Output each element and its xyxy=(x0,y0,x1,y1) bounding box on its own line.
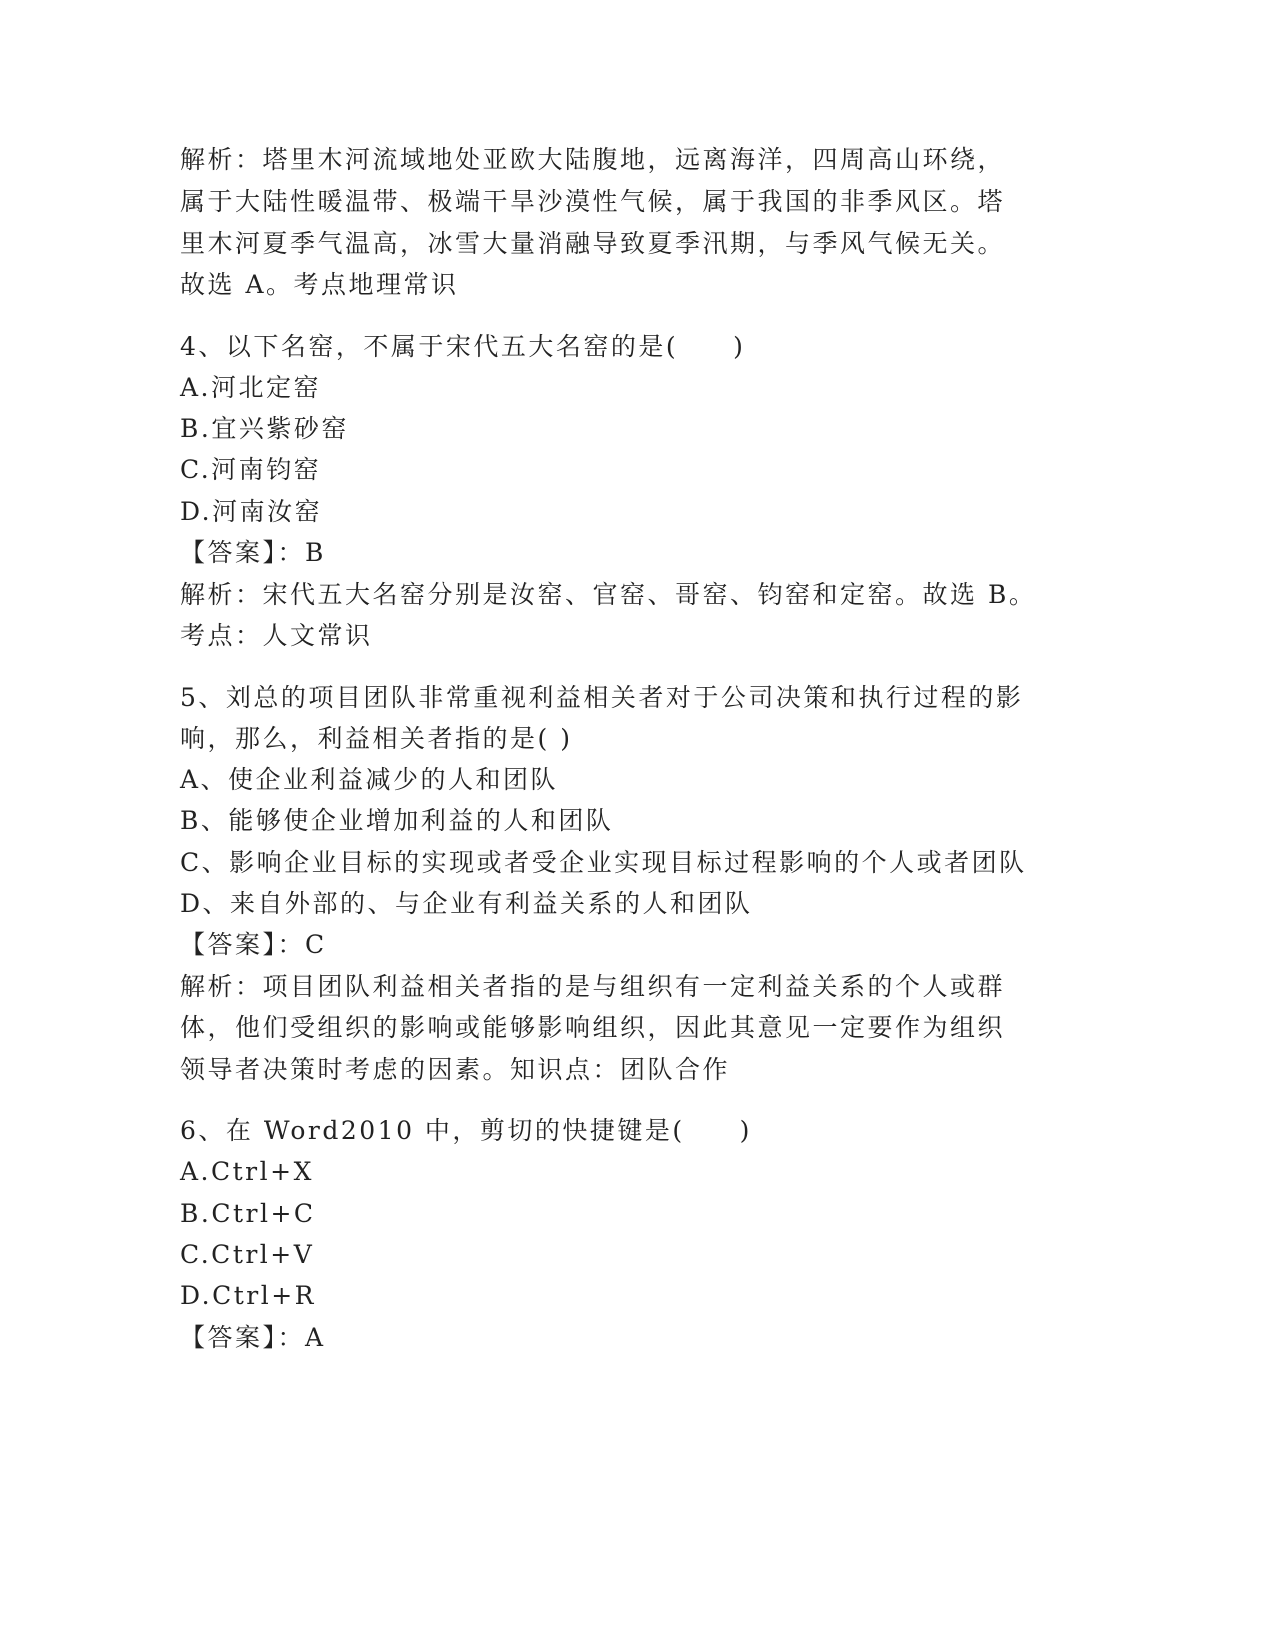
q5-explanation-line: 体，他们受组织的影响或能够影响组织，因此其意见一定要作为组织 xyxy=(180,1013,1006,1042)
prev-explanation-line: 属于大陆性暖温带、极端干旱沙漠性气候，属于我国的非季风区。塔 xyxy=(180,187,1006,216)
q4-explanation-line: 解析：宋代五大名窑分别是汝窑、官窑、哥窑、钧窑和定窑。故选 B。 xyxy=(180,580,1037,609)
q5-question-line: 5、刘总的项目团队非常重视利益相关者对于公司决策和执行过程的影 xyxy=(180,683,1024,712)
q5-question-line: 响，那么，利益相关者指的是( ) xyxy=(180,724,573,753)
q4-explanation-line: 考点：人文常识 xyxy=(180,621,373,650)
q4-option-c: C.河南钧窑 xyxy=(180,455,322,484)
q4-option-a: A.河北定窑 xyxy=(180,373,322,402)
q4-question: 4、以下名窑，不属于宋代五大名窑的是( ) xyxy=(180,332,746,361)
q5-explanation-line: 解析：项目团队利益相关者指的是与组织有一定利益关系的个人或群 xyxy=(180,972,1006,1001)
q6-answer: 【答案】：A xyxy=(180,1323,326,1352)
q4-option-d: D.河南汝窑 xyxy=(180,497,323,526)
q5-answer: 【答案】：C xyxy=(180,930,327,959)
q6-question: 6、在 Word2010 中，剪切的快捷键是( ) xyxy=(180,1116,752,1145)
q5-explanation-line: 领导者决策时考虑的因素。知识点：团队合作 xyxy=(180,1055,731,1084)
q4-option-b: B.宜兴紫砂窑 xyxy=(180,414,349,443)
q6-option-d: D.Ctrl+R xyxy=(180,1281,316,1310)
prev-explanation-line: 故选 A。考点地理常识 xyxy=(180,270,459,299)
q6-option-b: B.Ctrl+C xyxy=(180,1199,316,1228)
q6-option-a: A.Ctrl+X xyxy=(180,1157,314,1186)
q6-option-c: C.Ctrl+V xyxy=(180,1240,315,1269)
q5-option-c: C、影响企业目标的实现或者受企业实现目标过程影响的个人或者团队 xyxy=(180,848,1027,877)
q4-answer: 【答案】：B xyxy=(180,538,326,567)
q5-option-d: D、来自外部的、与企业有利益关系的人和团队 xyxy=(180,889,753,918)
q5-option-b: B、能够使企业增加利益的人和团队 xyxy=(180,806,614,835)
prev-explanation-line: 里木河夏季气温高，冰雪大量消融导致夏季汛期，与季风气候无关。 xyxy=(180,229,1006,258)
q5-option-a: A、使企业利益减少的人和团队 xyxy=(180,765,559,794)
prev-explanation-line: 解析：塔里木河流域地处亚欧大陆腹地，远离海洋，四周高山环绕， xyxy=(180,145,1006,174)
